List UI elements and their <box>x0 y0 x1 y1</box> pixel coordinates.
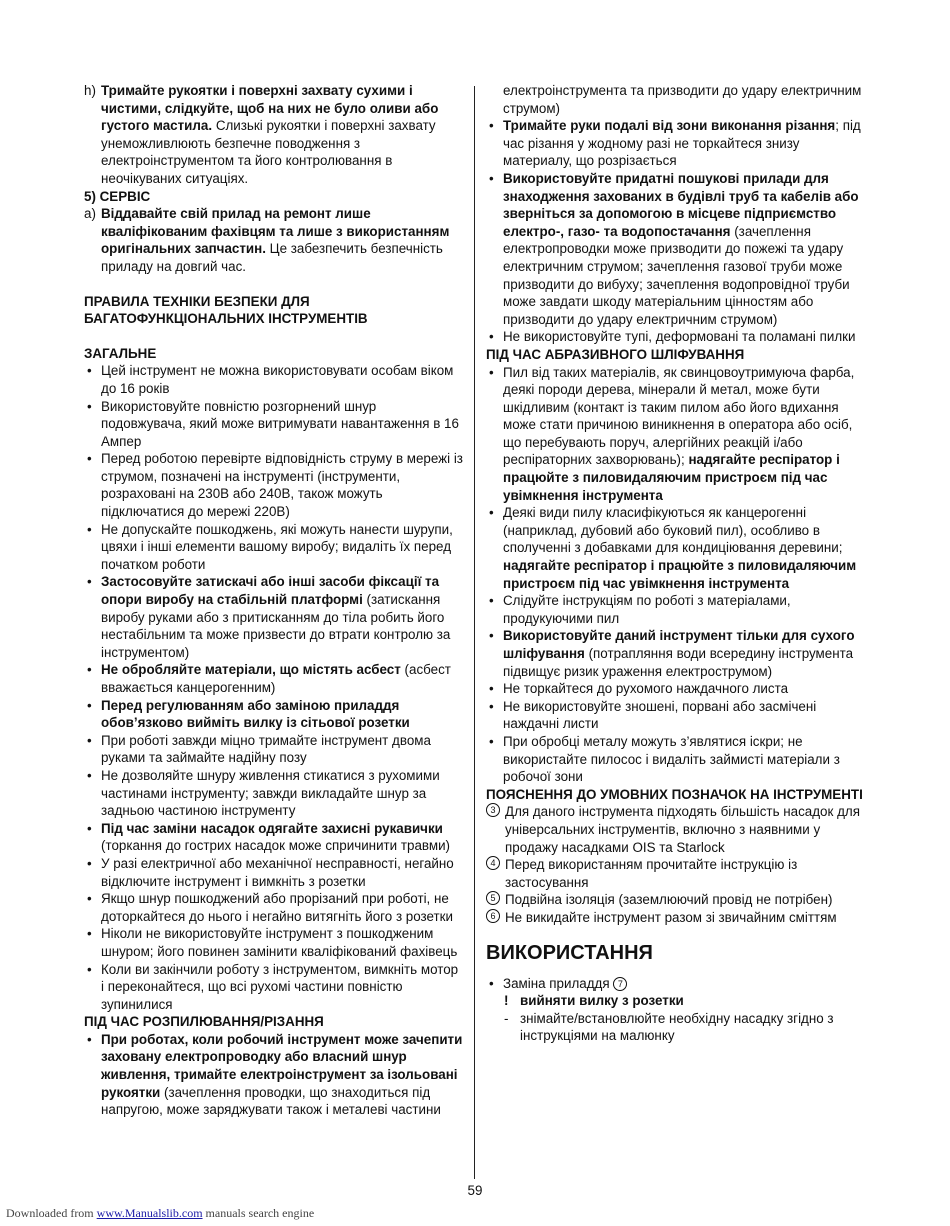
column-divider <box>474 86 475 1179</box>
list-item: • Коли ви закінчили роботу з інструментом, вимкніть мотор і переконайтеся, що всі рухомі частини повністю зупинилися <box>87 961 459 1012</box>
list-item: • Заміна приладдя 7 <box>486 975 868 993</box>
section-heading: ПІД ЧАС РОЗПИЛЮВАННЯ/РІЗАННЯ <box>84 1014 324 1030</box>
circled-number-icon: 4 <box>486 856 500 870</box>
list-item: • Перед роботою перевірте відповідність струму в мережі із струмом, позначені на інструменті (інструменти, розраховані на 230В або 240В, також можуть підключатися до мережі 220В) <box>87 451 463 520</box>
footer: Downloaded from www.Manualslib.com manuals search engine <box>6 1206 315 1220</box>
circled-number-icon: 7 <box>613 977 627 991</box>
list-item: • Якщо шнур пошкоджений або прорізаний при роботі, не доторкайтеся до нього і негайно витягніть його з розетки <box>87 891 454 924</box>
list-item: • Пил від таких матеріалів, як свинцовоутримуюча фарба, деякі породи дерева, мінерали й метал, може бути шкідливим (контакт із таким пилом або його вдихання може стати причиною виникнення в оператора або осіб, що перебувають поруч, алергійних реакцій і/або респіраторних захворювань); надягайте респіратор і працюйте з пиловидаляючим пристроєм під час увімкнення інструмента <box>489 364 855 503</box>
list-item: • Деякі види пилу класифікуються як канцерогенні (наприклад, дубовий або буковий пил), особливо в сполученні з добавками для кондиціювання деревини; надягайте респіратор і працюйте з пиловидаляючим пристроєм під час увімкнення інструмента <box>489 505 857 591</box>
circled-number-icon: 3 <box>486 803 500 817</box>
section-title: ВИКОРИСТАННЯ <box>486 941 653 964</box>
list-item: • Використовуйте даний інструмент тільки для сухого шліфування (потрапляння води всередину інструмента підвищує ризик ураження електрострумом) <box>489 628 855 679</box>
list-item: • Використовуйте придатні пошукові прилади для знаходження захованих в будівлі труб та кабелів або зверніться за допомогою в місцеве підприємство електро-, газо- та водопостачання (зачеплення електропроводки може призводити до пожежі та удару електричним струмом; зачеплення газової труби може призводити до вибуху; зачеплення водопровідної труби може завдати шкоду матеріальним цінностям або призводити до удару електричним струмом) <box>489 170 859 327</box>
warning-item: ! вийняти вилку з розетки <box>504 993 684 1009</box>
list-item: • Не обробляйте матеріали, що містять асбест (асбест вважається канцерогенним) <box>87 662 451 695</box>
instruction-item: - знімайте/встановлюйте необхідну насадку згідно з інструкціями на малюнку <box>504 1010 834 1044</box>
section-heading: ЗАГАЛЬНЕ <box>84 345 157 361</box>
list-item: • Цей інструмент не можна використовувати особам віком до 16 років <box>87 363 454 396</box>
symbol-item: 3 Для даного інструмента підходять більшість насадок для універсальних інструментів, включно з наявними у продажу насадками OIS та Starlock <box>486 803 868 856</box>
left-column <box>84 82 464 1119</box>
symbol-item: 5 Подвійна ізоляція (заземлюючий провід не потрібен) <box>486 891 868 909</box>
section-heading: ПРАВИЛА ТЕХНІКИ БЕЗПЕКИ ДЛЯ <box>84 293 310 309</box>
list-item: • Не використовуйте зношені, порвані або засмічені наждачні листи <box>489 698 817 732</box>
exclamation-icon: ! <box>504 993 509 1009</box>
manualslib-link[interactable]: www.Manualslib.com <box>96 1206 203 1220</box>
symbol-item: 6 Не викидайте інструмент разом зі звичайним сміттям <box>486 909 868 927</box>
symbol-item: 4 Перед використанням прочитайте інструкцію із застосування <box>486 856 868 891</box>
list-item: • Не допускайте пошкоджень, які можуть нанести шурупи, цвяхи і інші елементи вашому виробу; видаліть їх перед початком роботи <box>87 521 453 572</box>
section-heading: 5) СЕРВІС <box>84 188 151 204</box>
circled-number-icon: 6 <box>486 909 500 923</box>
list-item: • Не торкайтеся до рухомого наждачного листа <box>489 681 789 697</box>
list-item: • Не використовуйте тупі, деформовані та поламані пилки <box>489 329 856 345</box>
section-heading: БАГАТОФУНКЦІОНАЛЬНИХ ІНСТРУМЕНТІВ <box>84 311 368 327</box>
list-item: • Під час заміни насадок одягайте захисні рукавички (торкання до гострих насадок може спричинити травми) <box>87 820 451 854</box>
right-column <box>486 82 868 1045</box>
circled-number-icon: 5 <box>486 891 500 905</box>
section-heading: ПОЯСНЕННЯ ДО УМОВНИХ ПОЗНАЧОК НА ІНСТРУМЕНТІ <box>486 786 863 802</box>
list-item: a) Віддавайте свій прилад на ремонт лише кваліфікованим фахівцям та лише з використанням оригінальних запчастин. Це забезпечить безпечність приладу на довгий час. <box>84 206 450 274</box>
list-item: • При обробці металу можуть з’являтися іскри; не використайте пилосос і видаліть займисті матеріали з робочої зони <box>489 733 840 785</box>
list-item: • Тримайте руки подалі від зони виконання різання; під час різання у жодному разі не торкайтеся знизу материалу, що розрізається <box>489 118 861 169</box>
list-item-continuation: електроінструмента та призводити до удару електричним струмом) <box>503 83 862 116</box>
list-item: • При роботі завжди міцно тримайте інструмент двома руками та займайте надійну позу <box>87 732 431 766</box>
page-number: 59 <box>467 1183 483 1198</box>
list-item: • Перед регулюванням або заміною приладдя обов’язково вийміть вилку із сітьової розетки <box>87 697 410 731</box>
list-item: • При роботах, коли робочий інструмент може зачепити заховану електропроводку або власний шнур живлення, тримайте електроінструмент за ізольовані рукоятки (зачеплення проводки, що знаходиться під напругою, може заряджувати також і металеві частини <box>87 1031 463 1118</box>
list-item: • Використовуйте повністю розгорнений шнур подовжувача, який може витримувати навантаження в 16 Ампер <box>87 398 459 449</box>
list-item: • Слідуйте інструкціям по роботі з матеріалами, продукуючими пил <box>489 593 791 626</box>
list-item: • Ніколи не використовуйте інструмент з пошкодженим шнуром; його повинен замінити кваліфікований фахівець <box>87 926 458 959</box>
list-item: h) Тримайте рукоятки і поверхні захвату сухими і чистими, слідкуйте, щоб на них не було оливи або густого мастила. Слизькі рукоятки і поверхні захвату унеможливлюють безпечне поводження з електроінструментом та його контролювання в неочікуваних ситуаціях. <box>84 83 439 186</box>
section-heading: ПІД ЧАС АБРАЗИВНОГО ШЛІФУВАННЯ <box>486 346 745 362</box>
list-item: • У разі електричної або механічної несправності, негайно відключите інструмент і вимкніть з розетки <box>87 855 454 889</box>
list-item: • Не дозволяйте шнуру живлення стикатися з рухомими частинами інструменту; завжди викладайте шнур за задньою частиною інструменту <box>87 767 440 819</box>
list-item: • Застосовуйте затискачі або інші засоби фіксації та опори виробу на стабільній платформі (затискання виробу руками або з притисканням до тіла робить його нестабільним та може призвести до втрати контролю за інструментом) <box>87 574 451 660</box>
